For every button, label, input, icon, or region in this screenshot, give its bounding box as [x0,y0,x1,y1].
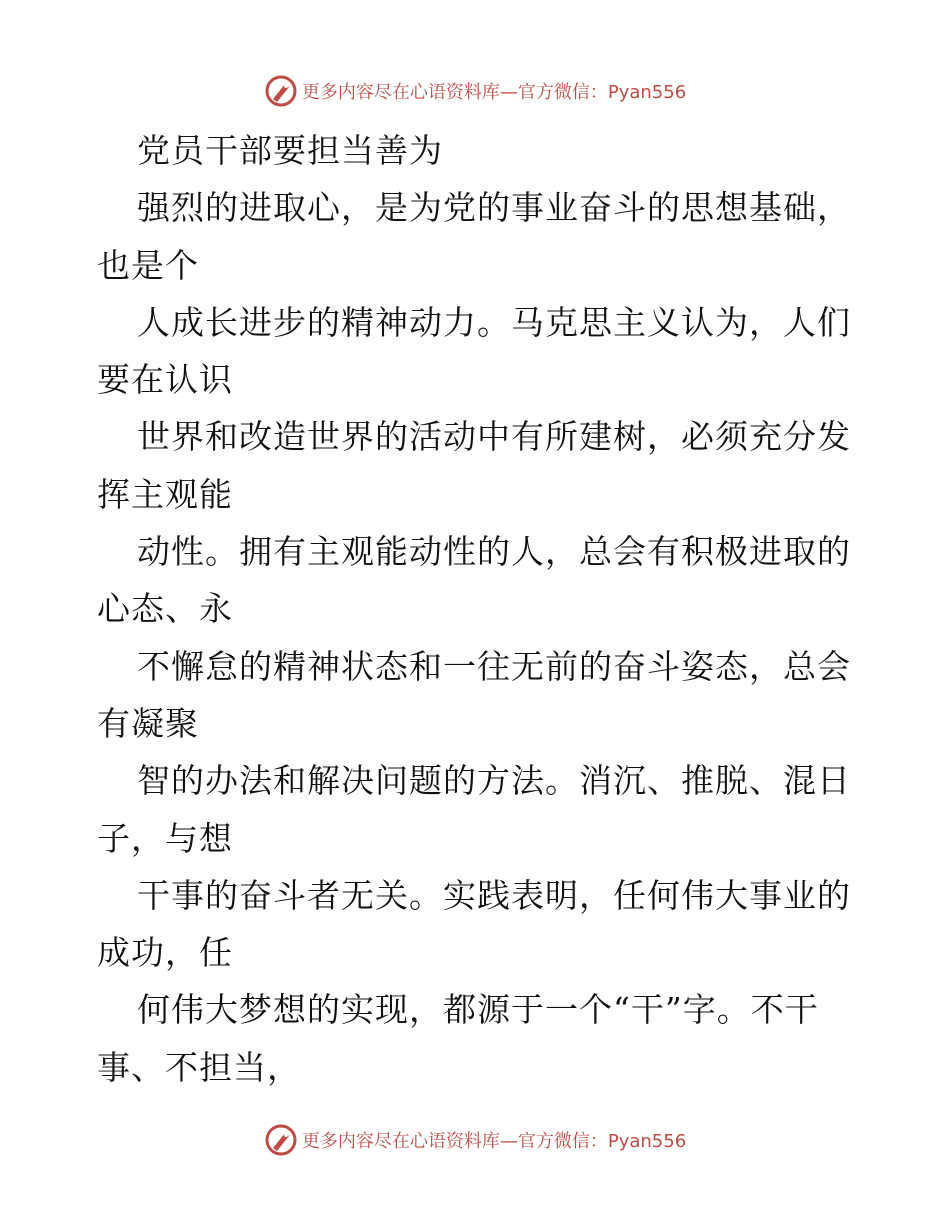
paragraph-line: 成功，任 [97,933,233,973]
document-title: 党员干部要担当善为 [137,131,443,170]
paragraph-line: 事、不担当， [97,1047,301,1087]
header-banner [0,71,950,111]
paragraph-line: 要在认识 [97,360,233,400]
paragraph-line: 智的办法和解决问题的方法。消沉、推脱、混日 [137,761,851,801]
paragraph-line: 也是个 [97,245,199,285]
header-banner-text: 更多内容尽在心语资料库—官方微信：Pyan556 [301,82,687,103]
paragraph-line: 强烈的进取心，是为党的事业奋斗的思想基础， [137,188,851,228]
paragraph-line: 世界和改造世界的活动中有所建树，必须充分发 [137,417,851,457]
paragraph-line: 子，与想 [97,818,233,858]
paragraph-line: 有凝聚 [97,703,199,743]
document-body [97,122,857,1096]
paragraph-line: 人成长进步的精神动力。马克思主义认为，人们 [137,302,851,342]
paragraph-line: 心态、永 [97,589,233,629]
paragraph-line: 何伟大梦想的实现，都源于一个“干”字。不干 [137,990,819,1030]
pen-logo-icon [264,1123,298,1157]
paragraph-line: 挥主观能 [97,474,233,514]
paragraph-line: 不懈怠的精神状态和一往无前的奋斗姿态，总会 [137,646,851,686]
footer-banner-text: 更多内容尽在心语资料库—官方微信：Pyan556 [301,1131,687,1152]
paragraph-line: 动性。拥有主观能动性的人，总会有积极进取的 [137,532,851,572]
footer-banner [0,1120,950,1160]
pen-logo-icon [264,74,298,108]
paragraph-line: 干事的奋斗者无关。实践表明，任何伟大事业的 [137,875,851,915]
